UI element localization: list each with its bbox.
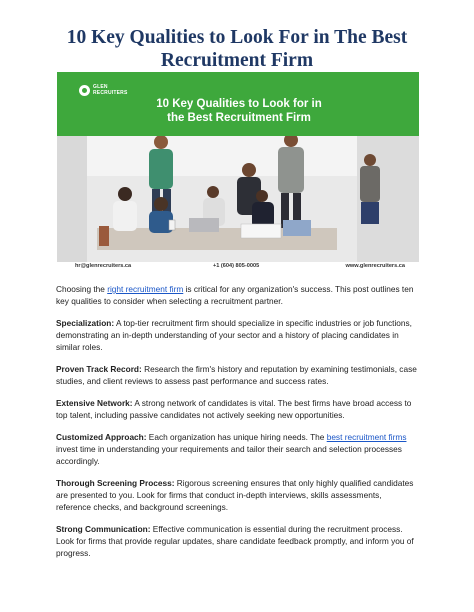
list-item-strong-communication [56, 523, 418, 559]
list-item-thorough-screening [56, 477, 418, 513]
item-label: Proven Track Record: [56, 364, 142, 374]
list-item-extensive-network [56, 397, 418, 421]
item-text: Research the firm's history and reputation by examining testimonials, case studies, and client reviews to assess past performance and success rates. [56, 364, 417, 386]
footer-website: www.glenrecruiters.ca [345, 263, 405, 269]
hero-banner-image [57, 72, 419, 272]
best-recruitment-firms-link[interactable]: best recruitment firms [326, 432, 407, 442]
team-meeting-photo [57, 136, 419, 262]
footer-phone: +1 (604) 805-0005 [213, 263, 260, 269]
item-text: invest time in understanding your requirements and tailor their search and selection processes accordingly. [56, 444, 402, 466]
hero-contact-footer [57, 262, 419, 272]
banner-title-line-1: 10 Key Qualities to Look for in [156, 98, 322, 110]
page-title-line-1: 10 Key Qualities to Look For in The Best [66, 27, 408, 48]
intro-paragraph: Choosing the right recruitment firm is critical for any organization's success. This post outlines ten key qualities to consider when selecting a recruitment partner. [56, 284, 414, 306]
laptop-icon [241, 224, 281, 238]
logo-mark-icon [79, 85, 90, 96]
item-text: A top-tier recruitment firm should specialize in specific industries or job functions, demonstrating an in-depth understanding of your sector and a history of placing candidates in similar roles. [56, 318, 412, 352]
laptop-icon [189, 218, 219, 232]
item-label: Thorough Screening Process: [56, 478, 175, 488]
item-label: Strong Communication: [56, 524, 151, 534]
banner-title [129, 97, 349, 125]
list-item-specialization [56, 317, 418, 353]
item-text: A strong network of candidates is vital. The best firms have broad access to top talent, including passive candidates not actively seeking new opportunities. [56, 398, 412, 420]
item-label: Customized Approach: [56, 432, 147, 442]
logo-line-2: RECRUITERS [93, 89, 128, 96]
item-text: Each organization has unique hiring needs. The [146, 432, 327, 442]
item-text: Rigorous screening ensures that only highly qualified candidates are presented to you. Look for firms that conduct in-depth interviews, skills assessments, reference checks, and background screenings. [56, 478, 414, 512]
article-body [56, 283, 418, 569]
glen-recruiters-logo [79, 85, 128, 96]
item-label: Specialization: [56, 318, 115, 328]
laptop-icon [283, 220, 311, 236]
list-item-customized-approach [56, 431, 418, 467]
hero-green-header [57, 72, 419, 136]
right-recruitment-firm-link[interactable]: right recruitment firm [107, 284, 184, 294]
item-text: Effective communication is essential during the recruitment process. Look for firms that provide regular updates, share candidate feedback promptly, and inform you of progress. [56, 524, 414, 558]
footer-email: hr@glenrecruiters.ca [75, 263, 132, 269]
list-item-proven-track-record [56, 363, 418, 387]
banner-title-line-2: the Best Recruitment Firm [167, 112, 311, 124]
logo-line-1: GLEN [93, 84, 108, 90]
item-label: Extensive Network: [56, 398, 133, 408]
page-title [40, 26, 434, 72]
page-title-line-2: Recruitment Firm [160, 50, 314, 71]
cup-icon [169, 220, 175, 230]
chair-icon [99, 226, 109, 246]
